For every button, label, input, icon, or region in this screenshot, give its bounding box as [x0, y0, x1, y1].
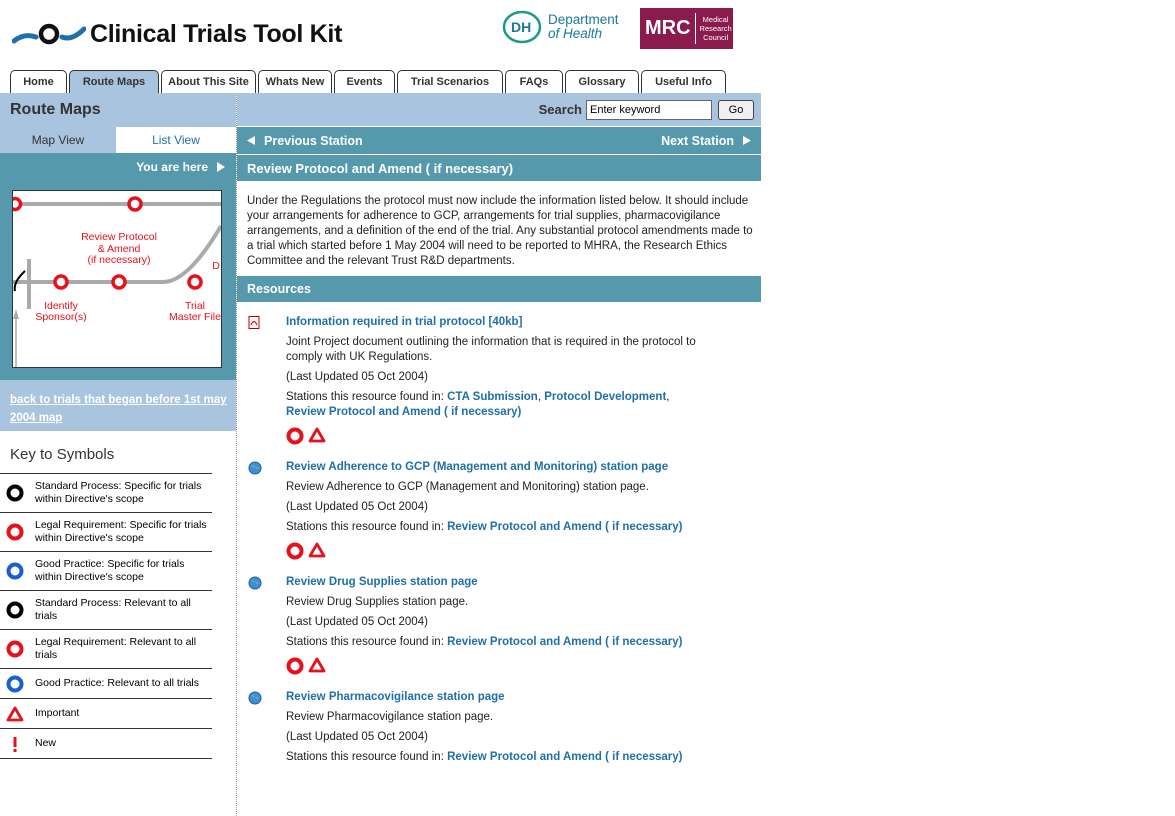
map-label-review-2: & Amend [97, 243, 141, 255]
key-item-text: Good Practice: Relevant to all trials [35, 677, 199, 689]
station-link[interactable]: Review Protocol and Amend ( if necessary) [447, 751, 683, 763]
station-nav [237, 127, 761, 154]
back-link-box [0, 380, 236, 431]
important-icon [308, 542, 326, 558]
legal-requirement-icon [6, 640, 24, 658]
resource-symbols [286, 542, 696, 560]
key-item [0, 474, 212, 513]
map-view-tab[interactable]: Map View [0, 127, 116, 153]
key-item [0, 591, 212, 630]
good-practice-icon [6, 675, 24, 693]
key-item-text: Legal Requirement: Relevant to all trials [35, 636, 197, 661]
key-item-text: Legal Requirement: Specific for trials within Directive's scope [35, 519, 207, 544]
map-station-marker [55, 276, 67, 288]
standard-process-icon [6, 601, 24, 619]
resource-item [237, 315, 696, 445]
route-map-thumbnail[interactable] [12, 190, 222, 368]
tab-whats-new[interactable]: Whats New [258, 70, 332, 93]
resource-item [237, 690, 696, 765]
resource-description: Review Pharmacovigilance station page. [286, 711, 494, 723]
resource-stations [286, 520, 696, 535]
play-arrow-icon [216, 162, 226, 172]
right-arrow-icon [743, 136, 751, 145]
key-item [0, 552, 212, 591]
resource-title-link[interactable]: Review Adherence to GCP (Management and Monitoring) station page [286, 461, 669, 473]
tab-glossary[interactable]: Glossary [565, 70, 639, 93]
dh-mark: DH [511, 19, 532, 35]
key-item [0, 699, 212, 729]
key-item-text: Standard Process: Relevant to all trials [35, 597, 191, 622]
tab-route-maps[interactable]: Route Maps [69, 70, 159, 93]
view-toggle [0, 127, 236, 153]
resource-updated: (Last Updated 05 Oct 2004) [286, 371, 428, 383]
site-logo[interactable] [12, 16, 342, 52]
good-practice-icon [6, 562, 24, 580]
legal-requirement-icon [286, 427, 304, 445]
key-item-text: Good Practice: Specific for trials within Directive's scope [35, 558, 185, 583]
map-label-trial-1: Trial [184, 300, 206, 312]
station-link[interactable]: Protocol Development [544, 391, 667, 403]
logo-mark-icon [12, 19, 86, 49]
standard-process-icon [6, 484, 24, 502]
previous-station-label: Previous Station [264, 133, 363, 148]
dh-line1: Department [548, 12, 619, 27]
search-bar [237, 93, 761, 126]
map-label-review-1: Review Protocol [81, 231, 157, 243]
legal-requirement-icon [286, 657, 304, 675]
globe-icon[interactable] [248, 691, 262, 705]
route-maps-heading: Route Maps [0, 93, 236, 127]
previous-station-link[interactable] [247, 134, 363, 148]
stations-prefix: Stations this resource found in: [286, 636, 444, 648]
globe-icon[interactable] [248, 461, 262, 475]
map-panel [0, 180, 236, 380]
you-are-here-label: You are here [136, 159, 208, 174]
legal-requirement-icon [286, 542, 304, 560]
mrc-line1: Medical [702, 15, 729, 24]
legal-requirement-icon [6, 523, 24, 541]
key-item [0, 669, 212, 699]
station-title: Review Protocol and Amend ( if necessary) [237, 155, 761, 181]
resources-heading: Resources [237, 276, 761, 302]
station-link[interactable]: Review Protocol and Amend ( if necessary) [286, 406, 522, 418]
tab-about[interactable]: About This Site [161, 70, 256, 93]
site-title: Clinical Trials Tool Kit [90, 19, 343, 48]
map-label-d: D [212, 260, 220, 272]
key-list [0, 473, 212, 759]
tab-useful-info[interactable]: Useful Info [641, 70, 726, 93]
mrc-divider [695, 13, 696, 44]
left-sidebar [0, 93, 236, 759]
key-title: Key to Symbols [10, 446, 115, 463]
tab-faqs[interactable]: FAQs [505, 70, 563, 93]
station-link[interactable]: CTA Submission [447, 391, 538, 403]
map-label-identify-2: Sponsor(s) [35, 311, 87, 323]
resource-description: Joint Project document outlining the information that is required in the protocol to comply with UK Regulations. [286, 336, 696, 363]
resource-updated: (Last Updated 05 Oct 2004) [286, 616, 428, 628]
station-description: Under the Regulations the protocol must now include the information listed below. It should include your arrangements for adherence to GCP, arrangements for trial supplies, pharmacovigilance arrangements, and a definition of the end of the trial. Any substantial protocol amendments made to a trial which started before 1 May 2004 will need to be reported to MHRA, the Research Ethics Committee and the relevant Trust R&D departments. [247, 195, 753, 267]
key-item [0, 729, 212, 759]
dh-line2: of Health [548, 26, 603, 41]
stations-prefix: Stations this resource found in: [286, 391, 444, 403]
resource-symbols [286, 657, 696, 675]
dh-logo[interactable] [502, 10, 619, 44]
resource-updated: (Last Updated 05 Oct 2004) [286, 501, 428, 513]
map-station-marker [113, 276, 125, 288]
map-station-marker [189, 276, 201, 288]
new-icon [6, 735, 24, 753]
resource-stations [286, 635, 696, 650]
map-label-trial-2: Master File [169, 311, 221, 323]
map-label-review-3: (if necessary) [87, 254, 151, 266]
station-link[interactable]: Review Protocol and Amend ( if necessary) [447, 521, 683, 533]
tab-trial-scenarios[interactable]: Trial Scenarios [397, 70, 503, 93]
resource-updated: (Last Updated 05 Oct 2004) [286, 731, 428, 743]
important-icon [6, 706, 24, 722]
globe-icon[interactable] [248, 576, 262, 590]
route-map [13, 191, 221, 367]
list-view-tab[interactable]: List View [116, 127, 236, 153]
resource-title-link[interactable]: Review Pharmacovigilance station page [286, 691, 505, 703]
stations-prefix: Stations this resource found in: [286, 751, 444, 763]
key-item-text: New [35, 737, 57, 749]
resource-item [237, 575, 696, 675]
dh-logo-icon [502, 10, 542, 44]
mrc-logo[interactable] [640, 8, 733, 49]
map-station-marker [129, 198, 141, 210]
tab-home[interactable]: Home [10, 70, 67, 93]
search-input[interactable] [586, 100, 712, 120]
next-station-link[interactable] [661, 134, 751, 148]
resource-description: Review Drug Supplies station page. [286, 596, 469, 608]
resource-symbols [286, 427, 696, 445]
key-item-text: Standard Process: Specific for trials within Directive's scope [35, 480, 202, 505]
map-station-marker [13, 199, 21, 210]
resource-stations: Stations this resource found in: CTA Submission, Protocol Development, Review Protocol and Amend ( if necessary) [286, 391, 670, 418]
map-label-identify-1: Identify [44, 300, 78, 312]
key-item [0, 630, 212, 669]
main-nav [10, 70, 728, 94]
main-content [236, 93, 761, 816]
resource-title-link[interactable]: Review Drug Supplies station page [286, 576, 478, 588]
resource-description: Review Adherence to GCP (Management and Monitoring) station page. [286, 481, 649, 493]
important-icon [308, 657, 326, 673]
resource-title-link[interactable]: Information required in trial protocol [40kb] [286, 316, 523, 328]
pdf-icon[interactable] [248, 316, 260, 329]
key-item [0, 513, 212, 552]
search-label: Search [538, 102, 582, 117]
left-arrow-icon [247, 136, 255, 145]
you-are-here-bar [0, 153, 236, 180]
key-item-text: Important [35, 707, 80, 719]
mrc-line3: Council [703, 33, 729, 42]
back-to-map-link[interactable]: back to trials that began before 1st may 2004 map [10, 394, 227, 424]
station-link[interactable]: Review Protocol and Amend ( if necessary) [447, 636, 683, 648]
site-header [0, 0, 1175, 70]
stations-prefix: Stations this resource found in: [286, 521, 444, 533]
tab-events[interactable]: Events [334, 70, 395, 93]
next-station-label: Next Station [661, 133, 734, 148]
go-button[interactable]: Go [718, 100, 754, 120]
mrc-line2: Research [699, 24, 732, 33]
resource-stations [286, 750, 696, 765]
mrc-mark: MRC [645, 17, 691, 39]
resource-item [237, 460, 696, 560]
important-icon [308, 427, 326, 443]
